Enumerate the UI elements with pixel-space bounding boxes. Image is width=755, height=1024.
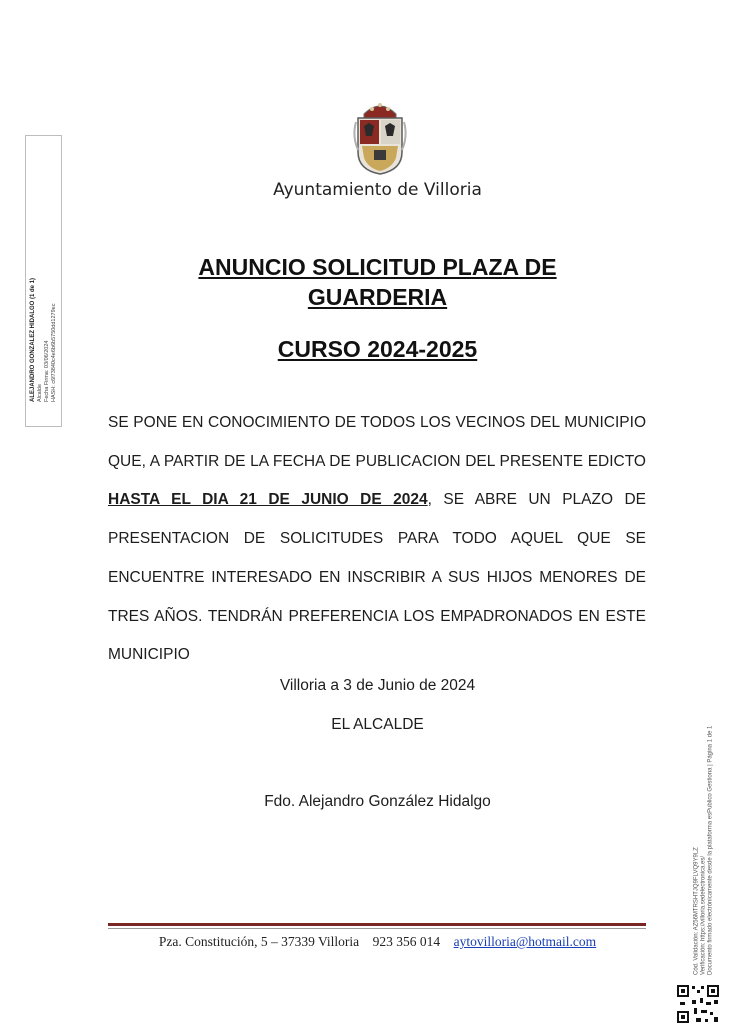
footer-email-link[interactable]: aytovilloria@hotmail.com: [453, 934, 597, 949]
stamp-signer-name: ALEJANDRO GONZALEZ HIDALGO (1 de 1): [30, 277, 36, 402]
signer-role: EL ALCALDE: [331, 716, 424, 733]
signature-line: Fdo. Alejandro González Hidalgo: [264, 793, 491, 810]
qr-code-icon: [676, 984, 720, 1024]
municipal-crest-logo: [352, 96, 408, 176]
verification-url: Verificación: https://villoria.sedelectronica.es/: [700, 855, 707, 975]
body-text-start: SE PONE EN CONOCIMIENTO DE TODOS LOS VECINOS DEL MUNICIPIO QUE, A PARTIR DE LA FECHA DE PUBLICACION DEL PRESENTE EDICTO: [108, 414, 646, 470]
municipality-name: Ayuntamiento de Villoria: [273, 180, 482, 200]
footer-contact: [0, 934, 755, 950]
deadline-highlight: HASTA EL DIA 21 DE JUNIO DE 2024: [108, 491, 428, 509]
course-year-title: CURSO 2024-2025: [277, 336, 478, 362]
footer-phone: 923 356 014: [372, 934, 441, 949]
footer-rule: [108, 923, 646, 926]
verification-text: [694, 655, 715, 975]
platform-note: Documento firmado electrónicamente desde la plataforma esPublico Gestiona | Página 1 de 1: [707, 725, 714, 975]
footer-address: Pza. Constitución, 5 – 37339 Villoria: [158, 934, 360, 949]
announcement-title: ANUNCIO SOLICITUD PLAZA DE GUARDERIA: [198, 254, 557, 310]
signature-stamp-text: [30, 162, 58, 402]
stamp-role: Alcalde: [37, 383, 43, 402]
body-text-end: , SE ABRE UN PLAZO DE PRESENTACION DE SOLICITUDES PARA TODO AQUEL QUE SE ENCUENTRE INTERESADO EN INSCRIBIR A SUS HIJOS MENORES DE TRES AÑOS. TENDRÁN PREFERENCIA LOS EMPADRONADOS EN ESTE MUNICIPIO: [108, 491, 647, 664]
footer-rule-thin: [108, 928, 646, 929]
place-and-date: Villoria a 3 de Junio de 2024: [279, 677, 476, 694]
stamp-date: Fecha Firma: 03/06/2024: [44, 340, 50, 402]
validation-code: Cód. Validación: AZ56MTRSHTJQ9FLVQ9Y9LZ: [693, 847, 700, 975]
announcement-body: [108, 404, 646, 675]
stamp-hash: HASH: c6f73840c4e6b6b5750dd1279ec: [51, 303, 57, 402]
